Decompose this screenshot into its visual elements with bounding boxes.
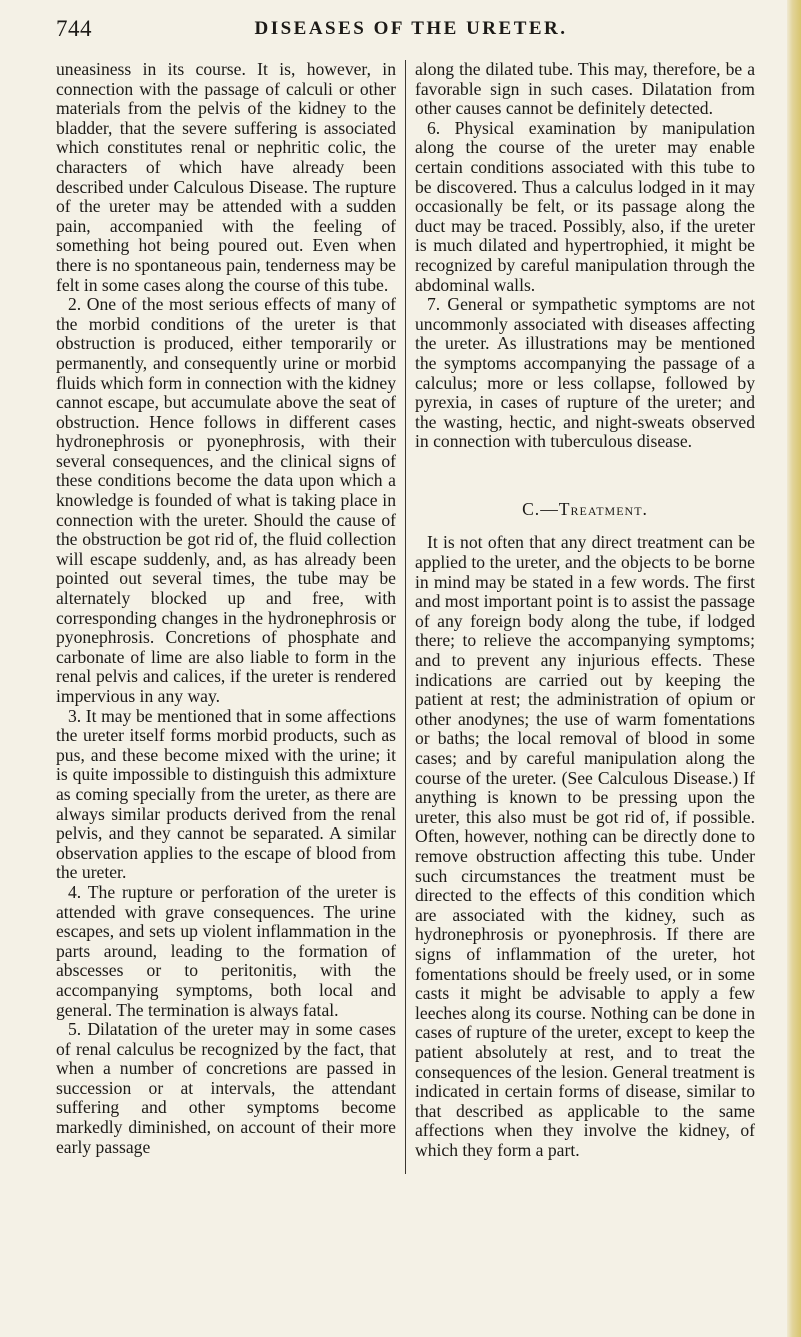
paragraph: 3. It may be mentioned that in some affections the ureter itself forms morbid products, such as pus, and these become mixed with the urine; it is quite impossible to distinguish this admixture as coming specially from the ureter, as there are always similar products derived from the renal pelvis, and they cannot be separated. A similar observation applies to the escape of blood from the ureter. (56, 705, 396, 883)
paragraph: 5. Dilatation of the ureter may in some cases of renal calculus be recognized by the fact, that when a number of concretions are passed in succession or at intervals, the attendant suffering and other symptoms become markedly diminished, on account of their more early passage (56, 1019, 396, 1157)
page-number: 744 (56, 16, 92, 41)
left-column (56, 60, 396, 1157)
paragraph: 4. The rupture or perforation of the ureter is attended with grave consequences. The urine escapes, and sets up violent inflammation in the parts around, leading to the formation of abscesses or to peritonitis, with the accompanying symptoms, both local and general. The termination is always fatal. (56, 881, 396, 1020)
right-column (415, 60, 755, 1160)
paragraph: It is not often that any direct treatment can be applied to the ureter, and the objects to be borne in mind may be stated in a few words. The first and most important point is to assist the passage of any foreign body along the tube, if lodged there; to relieve the accompanying symptoms; and to prevent any injurious effects. These indications are carried out by keeping the patient at rest; the administration of opium or other anodynes; the use of warm fomentations or baths; the local removal of blood in some cases; and by careful manipulation along the course of the ureter. (See Calculous Disease.) If anything is known to be pressing upon the ureter, this also must be got rid of, if possible. Often, however, nothing can be directly done to remove obstruction affecting this tube. Under such circumstances the treatment must be directed to the effects of this condition which are associated with the kidney, such as hydronephrosis or pyonephrosis. If there are signs of inflammation of the ureter, hot fomentations should be freely used, or in some casts it might be advisable to apply a few leeches along its course. Nothing can be done in cases of rupture of the ureter, except to keep the patient absolutely at rest, and to treat the consequences of the lesion. General treatment is indicated in certain forms of disease, similar to that described as applicable to the same affections when they involve the kidney, of which they form a part. (415, 532, 755, 1160)
paragraph: uneasiness in its course. It is, however, in connection with the passage of calculi or other materials from the pelvis of the kidney to the bladder, that the severe suffering is associated which constitutes renal or nephritic colic, the characters of which have already been described under Calculous Disease. The rupture of the ureter may be attended with a sudden pain, accompanied with the feeling of something hot being poured out. Even when there is no spontaneous pain, tenderness may be felt in some cases along the course of this tube. (56, 59, 396, 295)
paragraph: 2. One of the most serious effects of many of the morbid conditions of the ureter is that obstruction is produced, either temporarily or permanently, and consequently urine or morbid fluids which form in connection with the kidney cannot escape, but accumulate above the seat of obstruction. Hence follows in different cases hydronephrosis or pyonephrosis, with their several consequences, and the clinical signs of these conditions become the data upon which a knowledge is founded of what is taking place in connection with the ureter. Should the cause of the obstruction be got rid of, the fluid collection will escape suddenly, and, as has already been pointed out several times, the tube may be alternately blocked up and free, with corresponding changes in the hydronephrosis or pyonephrosis. Concretions of phosphate and carbonate of lime are also liable to form in the renal pelvis and calices, if the ureter is rendered impervious in any way. (56, 294, 396, 706)
column-divider (405, 60, 406, 1174)
running-title: DISEASES OF THE URETER. (254, 18, 568, 39)
section-heading: C.—Treatment. (522, 498, 648, 519)
paragraph: along the dilated tube. This may, therefore, be a favorable sign in such cases. Dilatation from other causes cannot be definitely detected. (415, 59, 755, 119)
paragraph: 6. Physical examination by manipulation along the course of the ureter may enable certain conditions associated with this tube to be discovered. Thus a calculus lodged in it may occasionally be felt, or its passage along the duct may be traced. Possibly, also, if the ureter is much dilated and hypertrophied, it might be recognized by careful manipulation through the abdominal walls. (415, 117, 755, 295)
page-header (56, 16, 766, 46)
page-edge (787, 0, 801, 1337)
paragraph: 7. General or sympathetic symptoms are not uncommonly associated with diseases affecting the ureter. As illustrations may be mentioned the symptoms accompanying the passage of a calculus; more or less collapse, followed by pyrexia, in cases of rupture of the ureter; and the wasting, hectic, and night-sweats observed in connection with tuberculous disease. (415, 294, 755, 452)
